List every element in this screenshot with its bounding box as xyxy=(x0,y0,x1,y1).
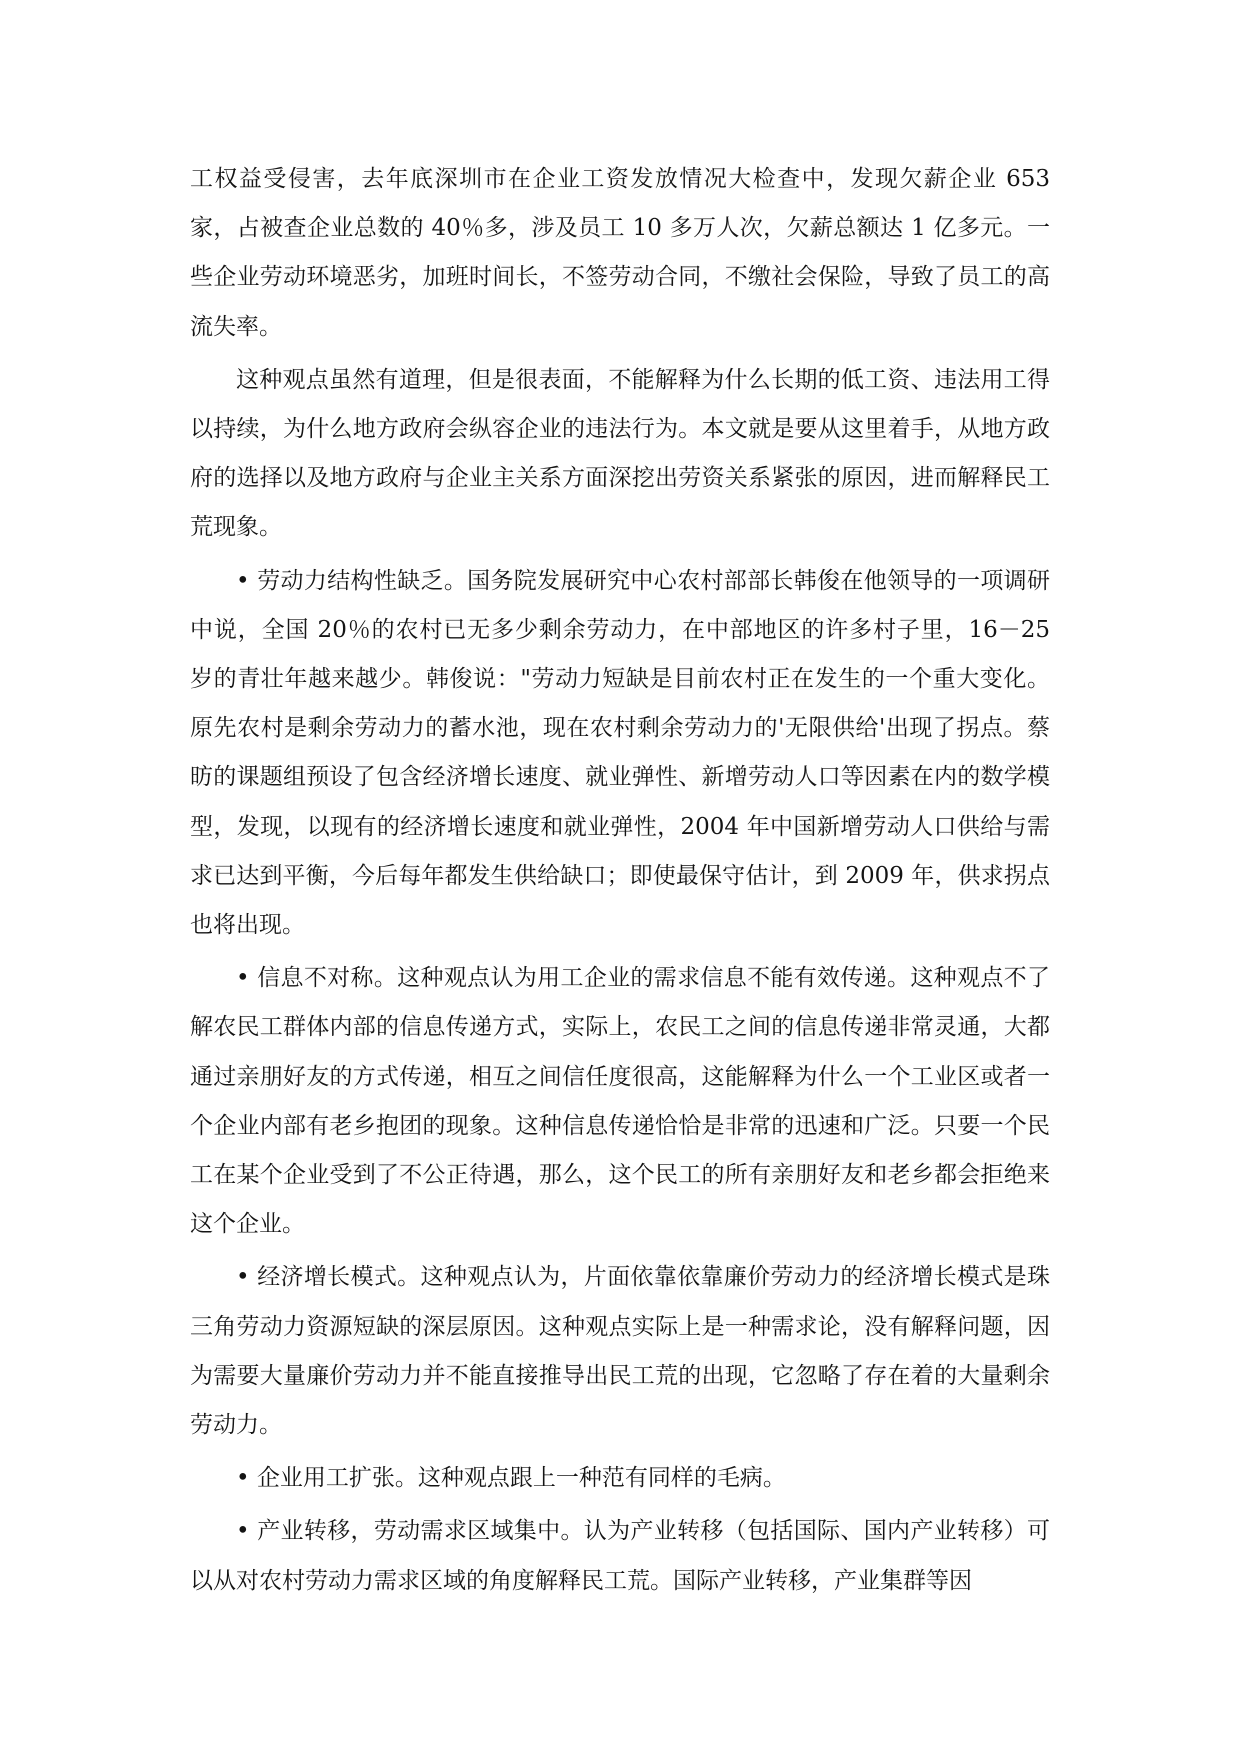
paragraph-2: 这种观点虽然有道理，但是很表面，不能解释为什么长期的低工资、违法用工得以持续，为什么地方政府会纵容企业的违法行为。本文就是要从这里着手，从地方政府的选择以及地方政府与企业主关系方面深挖出劳资关系紧张的原因，进而解释民工荒现象。 xyxy=(190,366,1050,541)
document-body xyxy=(190,155,1050,1610)
paragraph-7: • 产业转移，劳动需求区域集中。认为产业转移（包括国际、国内产业转移）可以从对农村劳动力需求区域的角度解释民工荒。国际产业转移，产业集群等因 xyxy=(190,1518,1050,1594)
paragraph-4: • 信息不对称。这种观点认为用工企业的需求信息不能有效传递。这种观点不了解农民工群体内部的信息传递方式，实际上，农民工之间的信息传递非常灵通，大都通过亲朋好友的方式传递，相互之间信任度很高，这能解释为什么一个工业区或者一个企业内部有老乡抱团的现象。这种信息传递恰恰是非常的迅速和广泛。只要一个民工在某个企业受到了不公正待遇，那么，这个民工的所有亲朋好友和老乡都会拒绝来这个企业。 xyxy=(190,965,1050,1238)
paragraph-5: • 经济增长模式。这种观点认为，片面依靠依靠廉价劳动力的经济增长模式是珠三角劳动力资源短缺的深层原因。这种观点实际上是一种需求论，没有解释问题，因为需要大量廉价劳动力并不能直接推导出民工荒的出现，它忽略了存在着的大量剩余劳动力。 xyxy=(190,1264,1050,1439)
paragraph-3: • 劳动力结构性缺乏。国务院发展研究中心农村部部长韩俊在他领导的一项调研中说，全国 20％的农村已无多少剩余劳动力，在中部地区的许多村子里，16－25 岁的青壮年越来越少。韩俊说："劳动力短缺是目前农村正在发生的一个重大变化。原先农村是剩余劳动力的蓄水池，现在农村剩余劳动力的'无限供给'出现了拐点。蔡昉的课题组预设了包含经济增长速度、就业弹性、新增劳动人口等因素在内的数学模型，发现，以现有的经济增长速度和就业弹性，2004 年中国新增劳动人口供给与需求已达到平衡，今后每年都发生供给缺口；即使最保守估计，到 2009 年，供求拐点也将出现。 xyxy=(190,567,1050,939)
paragraph-6: • 企业用工扩张。这种观点跟上一种范有同样的毛病。 xyxy=(236,1465,786,1492)
paragraph-1: 工权益受侵害，去年底深圳市在企业工资发放情况大检查中，发现欠薪企业 653 家，占被查企业总数的 40％多，涉及员工 10 多万人次，欠薪总额达 1 亿多元。一些企业劳动环境恶劣，加班时间长，不签劳动合同，不缴社会保险，导致了员工的高流失率。 xyxy=(190,166,1050,340)
